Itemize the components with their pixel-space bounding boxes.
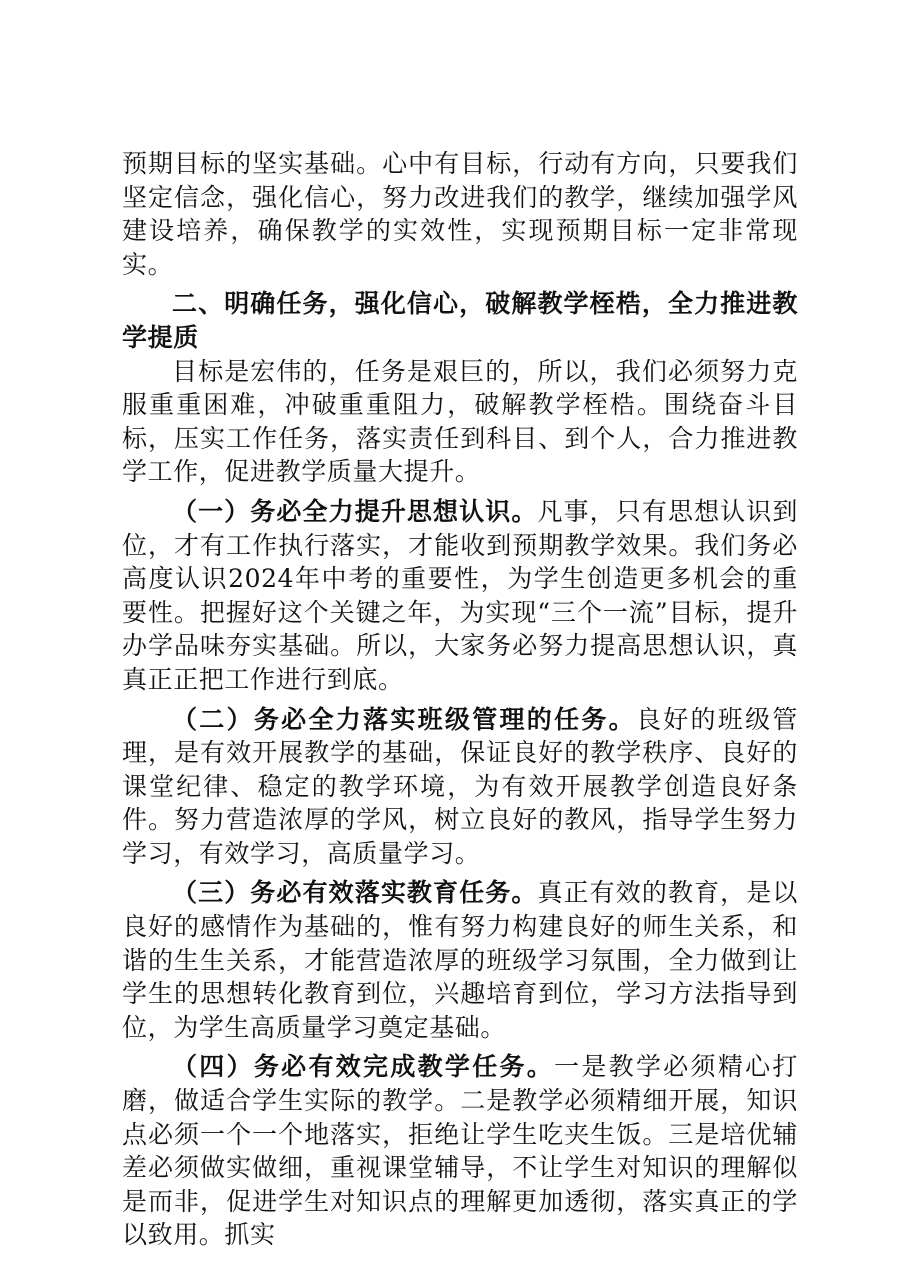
- paragraph-item-4: [122, 1050, 798, 1252]
- paragraph-item-3: [122, 876, 798, 1044]
- item-3-text: 真正有效的教育，是以良好的感情作为基础的，惟有努力构建良好的师生关系，和谐的生生关系，才能营造浓厚的班级学习氛围，全力做到让学生的思想转化教育到位，兴趣培育到位，学习方法指导到位，为学生高质量学习奠定基础。: [122, 878, 798, 1042]
- paragraph-item-1: [122, 495, 798, 697]
- item-4-text: 一是教学必须精心打磨，做适合学生实际的教学。二是教学必须精细开展，知识点必须一个一个地落实，拒绝让学生吃夹生饭。三是培优辅差必须做实做细，重视课堂辅导，不让学生对知识的理解似是而非，促进学生对知识点的理解更加透彻，落实真正的学以致用。抓实: [122, 1052, 799, 1250]
- item-4-lead: （四）务必有效完成教学任务。: [172, 1052, 555, 1082]
- paragraph-continuation: 预期目标的坚实基础。心中有目标，行动有方向，只要我们坚定信念，强化信心，努力改进我们的教学，继续加强学风建设培养，确保教学的实效性，实现预期目标一定非常现实。: [122, 149, 798, 279]
- paragraph-item-2: [122, 703, 798, 871]
- item-2-text: 良好的班级管理，是有效开展教学的基础，保证良好的教学秩序、良好的课堂纪律、稳定的教学环境，为有效开展教学创造良好条件。努力营造浓厚的学风，树立良好的教风，指导学生努力学习，有效学习，高质量学习。: [122, 704, 798, 868]
- item-2-lead: （二）务必全力落实班级管理的任务。: [172, 704, 636, 734]
- section-heading: 二、明确任务，强化信心，破解教学桎梏，全力推进教学提质: [122, 289, 798, 352]
- paragraph-body: 目标是宏伟的，任务是艰巨的，所以，我们必须努力克服重重困难，冲破重重阻力，破解教学桎梏。围绕奋斗目标，压实工作任务，落实责任到科目、到个人，合力推进教学工作，促进教学质量大提升。: [122, 356, 798, 487]
- item-3-lead: （三）务必有效落实教育任务。: [172, 878, 538, 908]
- item-1-text: 凡事，只有思想认识到位，才有工作执行落实，才能收到预期教学效果。我们务必高度认识2024年中考的重要性，为学生创造更多机会的重要性。把握好这个关键之年，为实现“三个一流”目标，提升办学品味夯实基础。所以，大家务必努力提高思想认识，真真正正把工作进行到底。: [122, 496, 798, 694]
- item-1-lead: （一）务必全力提升思想认识。: [172, 496, 538, 526]
- document-body: [122, 147, 798, 1252]
